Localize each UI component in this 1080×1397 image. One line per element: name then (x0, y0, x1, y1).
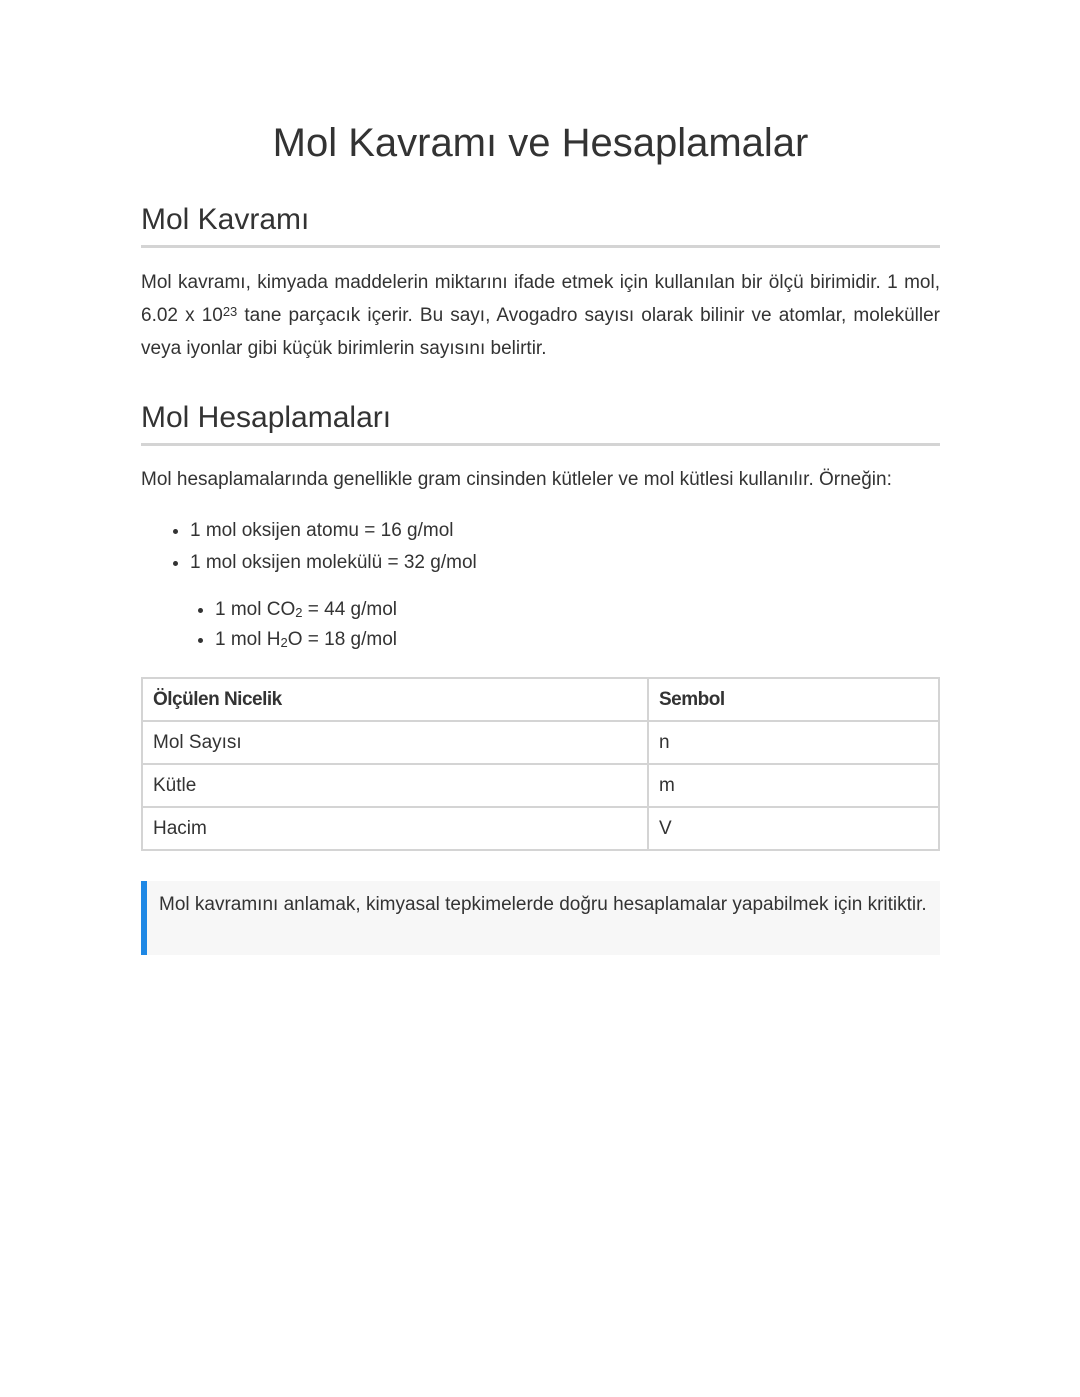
list-item-h2o (215, 625, 397, 655)
table-row (142, 807, 939, 850)
table-cell: Mol Sayısı (142, 721, 648, 764)
table-row (142, 764, 939, 807)
formula-subscript: 2 (295, 605, 303, 620)
table-cell: Kütle (142, 764, 648, 807)
page-title: Mol Kavramı ve Hesaplamalar (272, 121, 809, 165)
compound-molar-mass-list (141, 595, 397, 655)
intro-text-part1: Mol kavramı, kimyada maddelerin miktarını ifade etmek için kullanılan bir ölçü birimidir. 1 mol, 6.02 x 10 (141, 272, 940, 326)
section-heading-mol-hesaplamalari: Mol Hesaplamaları (141, 398, 940, 446)
table-row (142, 721, 939, 764)
list-item-co2 (215, 595, 397, 625)
table-cell: n (648, 721, 939, 764)
formula-suffix: = 44 g/mol (302, 599, 398, 620)
formula-prefix: 1 mol H (215, 629, 281, 650)
list-item: • 1 mol oksijen atomu = 16 g/mol (190, 515, 477, 547)
table-header-row (142, 678, 939, 721)
formula-prefix: 1 mol CO (215, 599, 296, 620)
list-item: • 1 mol oksijen molekülü = 32 g/mol (190, 547, 477, 579)
table-cell: m (648, 764, 939, 807)
table-cell: Hacim (142, 807, 648, 850)
quantity-symbol-table (141, 677, 940, 851)
avogadro-exponent: 23 (222, 304, 238, 319)
table-header-cell: Ölçülen Nicelik (142, 678, 648, 721)
note-blockquote: Mol kavramını anlamak, kimyasal tepkimelerde doğru hesaplamalar yapabilmek için kritiktir. (141, 881, 940, 955)
intro-paragraph (141, 266, 940, 365)
intro-text-part2: tane parçacık içerir. Bu sayı, Avogadro sayısı olarak bilinir ve atomlar, moleküller veya iyonlar gibi küçük birimlerin sayısını belirtir. (141, 305, 940, 359)
calculations-paragraph: Mol hesaplamalarında genellikle gram cinsinden kütleler ve mol kütlesi kullanılır. Örneğin: (141, 469, 892, 490)
formula-suffix: O = 18 g/mol (287, 629, 398, 650)
molar-mass-list (141, 515, 477, 579)
section-heading-mol-kavrami: Mol Kavramı (141, 200, 940, 248)
table-cell: V (648, 807, 939, 850)
formula-subscript: 2 (280, 635, 288, 650)
table-header-cell: Sembol (648, 678, 939, 721)
